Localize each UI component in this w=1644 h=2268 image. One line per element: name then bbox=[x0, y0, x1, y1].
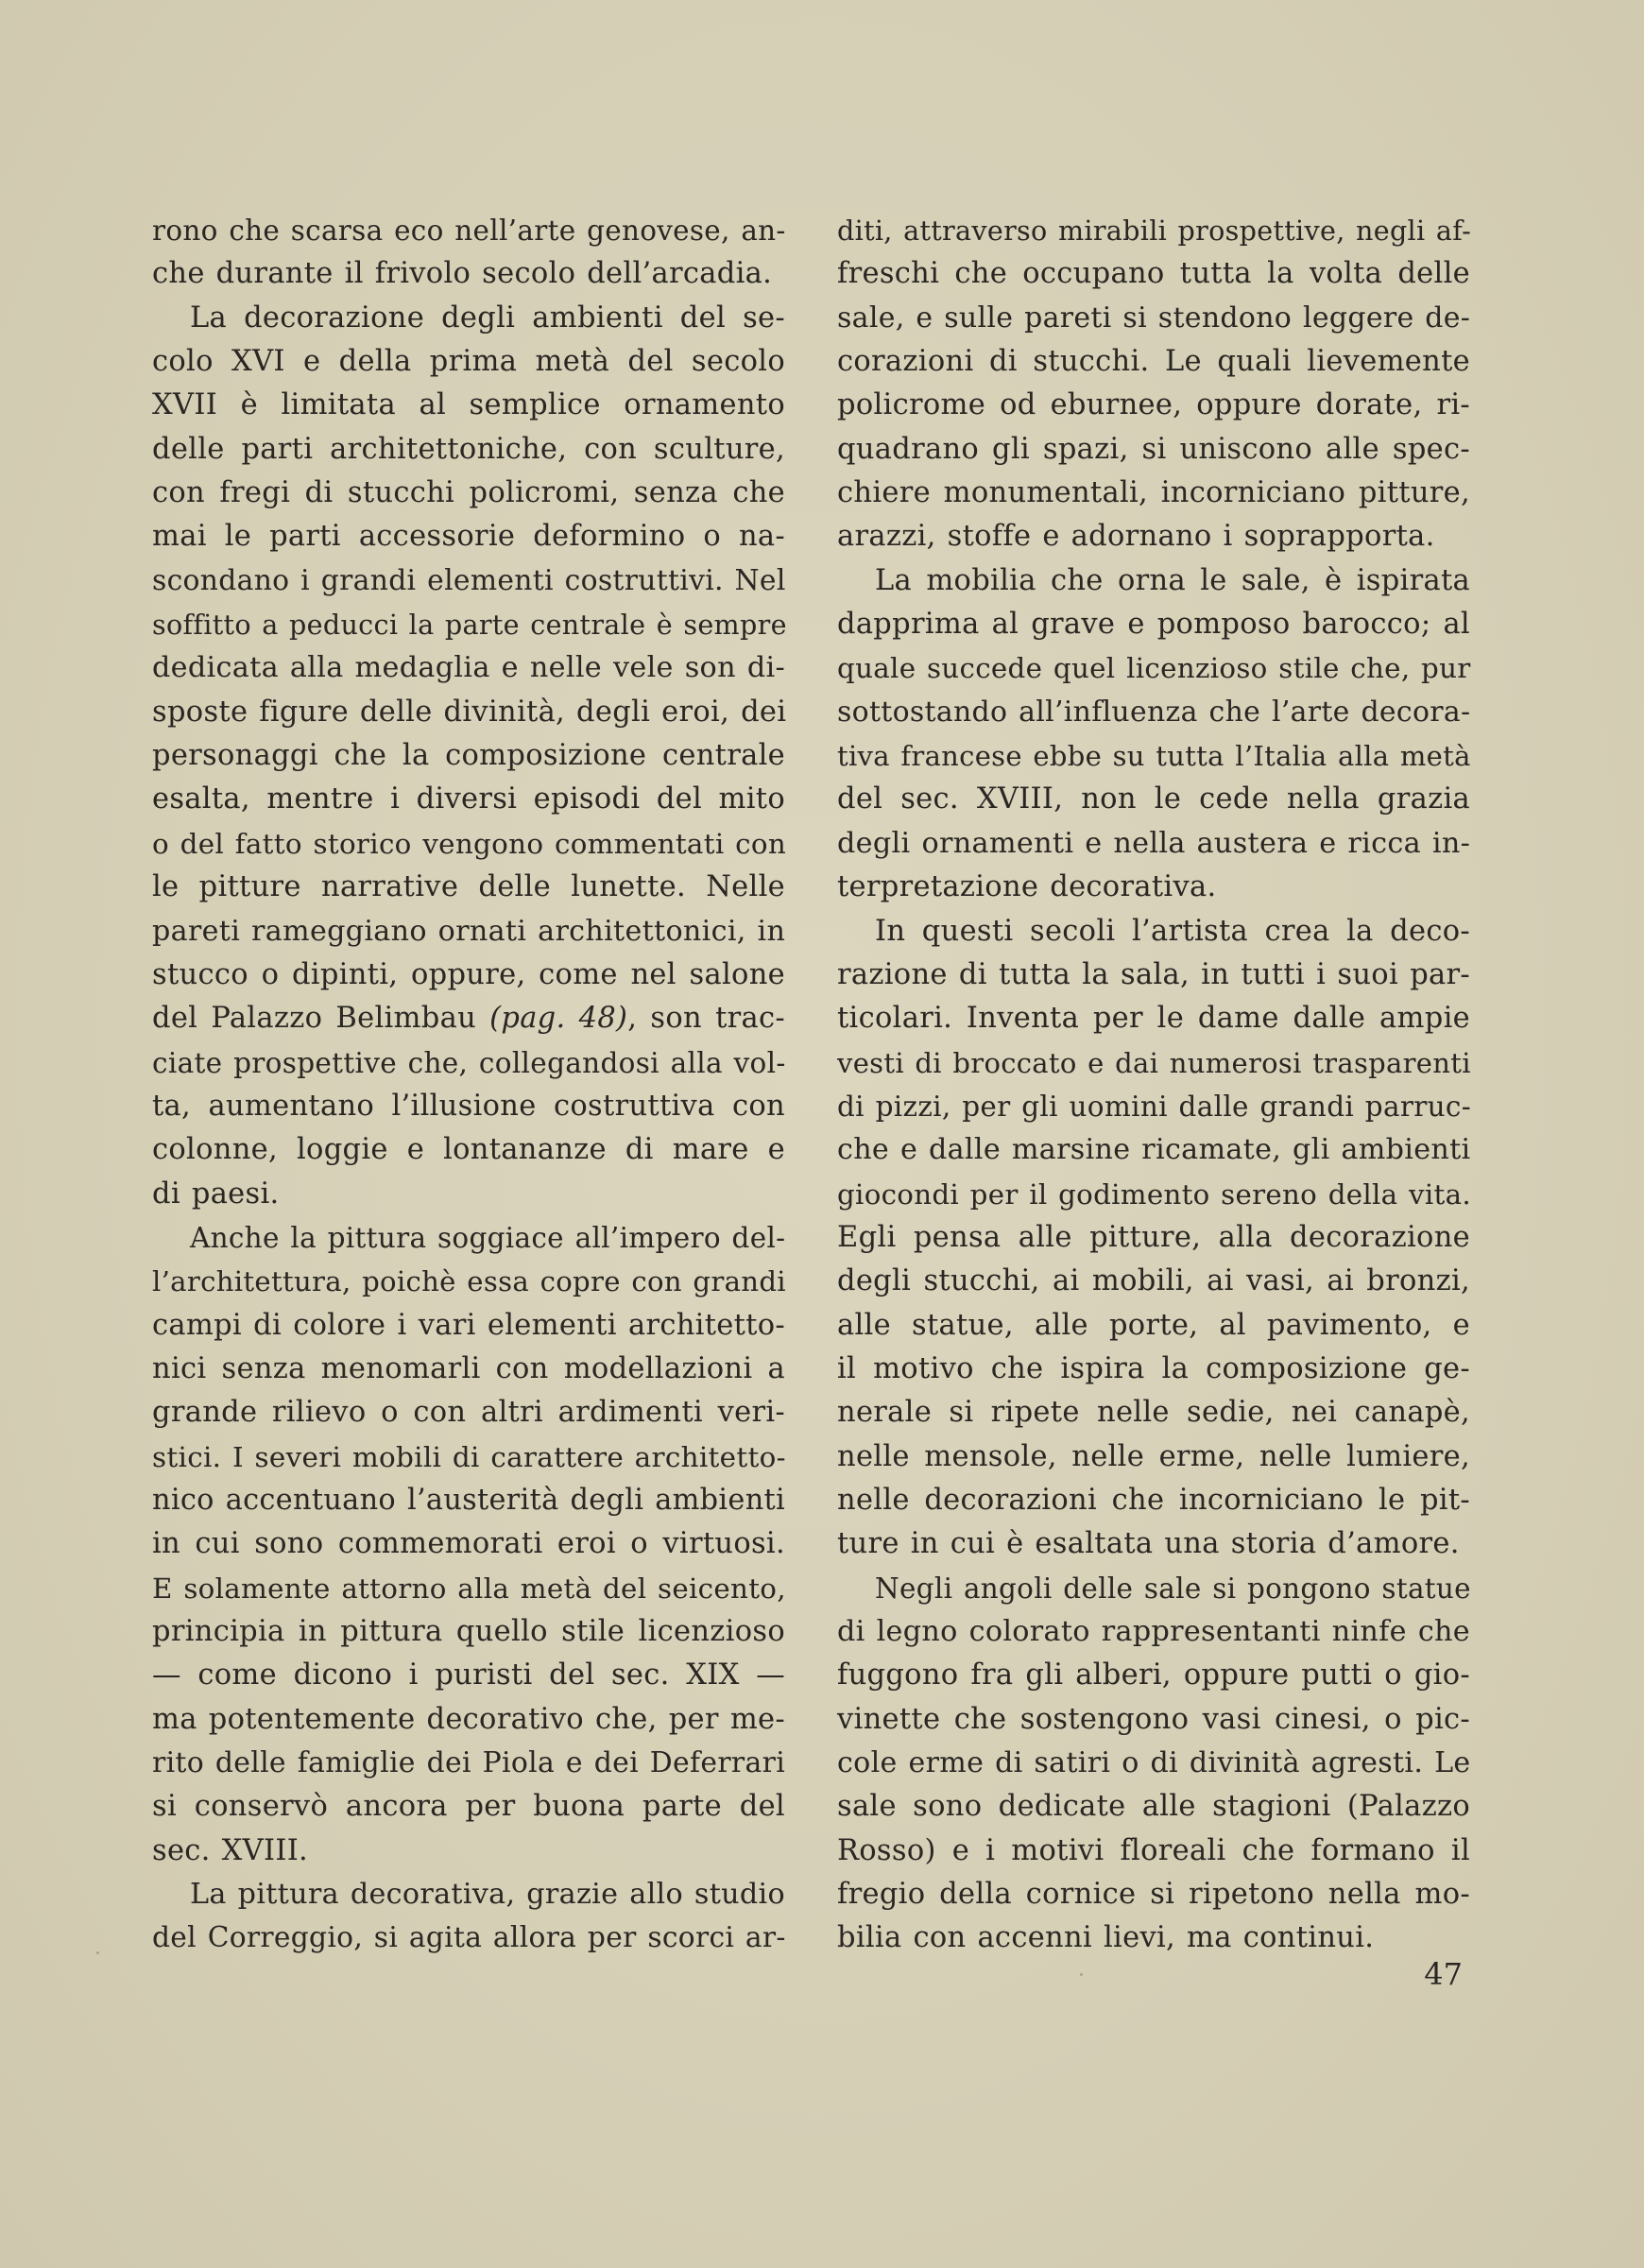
text-line: rono che scarsa eco nell’arte genovese, an- bbox=[152, 215, 786, 247]
text-line: grande rilievo o con altri ardimenti veri- bbox=[152, 1396, 785, 1430]
text-line: o del fatto storico vengono commentati con bbox=[152, 827, 787, 860]
text-line: colo XVI e della prima metà del secolo bbox=[152, 345, 785, 379]
text-line: ciate prospettive che, collegandosi alla vol- bbox=[152, 1046, 786, 1079]
text-line: tiva francese ebbe su tutta l’Italia alla metà bbox=[837, 740, 1471, 773]
text-line: sottostando all’influenza che l’arte decora- bbox=[837, 695, 1471, 729]
text-line: soffitto a peducci la parte centrale è sempre bbox=[152, 609, 787, 642]
text-line: del Correggio, si agita allora per scorci ar- bbox=[152, 1921, 786, 1955]
text-line: di legno colorato rappresentanti ninfe che bbox=[837, 1615, 1470, 1648]
text-line: sale, e sulle pareti si stendono leggere de- bbox=[837, 301, 1471, 335]
text-line: E solamente attorno alla metà del seicento, bbox=[152, 1572, 786, 1605]
text-line: bilia con accenni lievi, ma continui. bbox=[837, 1921, 1375, 1955]
page-number: 47 bbox=[1424, 1956, 1463, 1992]
right-text-column bbox=[837, 209, 1470, 1961]
text-line: che durante il frivolo secolo dell’arcadia. bbox=[152, 257, 773, 291]
text-line: dapprima al grave e pomposo barocco; al bbox=[837, 608, 1470, 642]
text-line: In questi secoli l’artista crea la deco- bbox=[875, 914, 1470, 948]
text-line: nelle mensole, nelle erme, nelle lumiere, bbox=[837, 1439, 1470, 1473]
page-reference: (pag. 48) bbox=[489, 1002, 628, 1036]
text-line: ta, aumentano l’illusione costruttiva con bbox=[152, 1089, 785, 1123]
text-line: degli stucchi, ai mobili, ai vasi, ai bronzi, bbox=[837, 1264, 1470, 1298]
text-line: sale sono dedicate alle stagioni (Palazzo bbox=[837, 1790, 1470, 1824]
text-line: giocondi per il godimento sereno della vita. bbox=[837, 1177, 1471, 1211]
text-line: che e dalle marsine ricamate, gli ambienti bbox=[837, 1133, 1471, 1167]
text-line: scondano i grandi elementi costruttivi. Nel bbox=[152, 563, 786, 597]
text-line: si conservò ancora per buona parte del bbox=[152, 1790, 785, 1824]
text-line: vinette che sostengono vasi cinesi, o pic- bbox=[837, 1702, 1470, 1736]
text-line: personaggi che la composizione centrale bbox=[152, 739, 785, 773]
text-line: Egli pensa alle pitture, alla decorazione bbox=[837, 1220, 1470, 1254]
text-line: in cui sono commemorati eroi o virtuosi. bbox=[152, 1527, 785, 1561]
text-line: con fregi di stucchi policromi, senza che bbox=[152, 476, 785, 510]
text-line: La mobilia che orna le sale, è ispirata bbox=[875, 563, 1470, 597]
text-line: ma potentemente decorativo che, per me- bbox=[152, 1702, 785, 1736]
text-line: nico accentuano l’austerità degli ambienti bbox=[152, 1483, 786, 1517]
text-line: freschi che occupano tutta la volta delle bbox=[837, 257, 1470, 291]
left-text-column bbox=[152, 209, 785, 1961]
text-line: stucco o dipinti, oppure, come nel salone bbox=[152, 957, 785, 991]
text-line: XVII è limitata al semplice ornamento bbox=[152, 388, 785, 422]
text-line: le pitture narrative delle lunette. Nelle bbox=[152, 870, 785, 904]
text-line: policrome od eburnee, oppure dorate, ri- bbox=[837, 388, 1470, 422]
text-line: corazioni di stucchi. Le quali lievemente bbox=[837, 345, 1470, 379]
text-line: alle statue, alle porte, al pavimento, e bbox=[837, 1308, 1470, 1342]
text-line: sec. XVIII. bbox=[152, 1833, 309, 1867]
text-line: del Palazzo Belimbau (pag. 48), son trac- bbox=[152, 1002, 785, 1036]
text-line: La pittura decorativa, grazie allo studio bbox=[190, 1878, 785, 1912]
text-line: fuggono fra gli alberi, oppure putti o gio- bbox=[837, 1658, 1470, 1692]
text-line: quadrano gli spazi, si uniscono alle spec- bbox=[837, 432, 1470, 466]
text-line: Negli angoli delle sale si pongono statue bbox=[875, 1572, 1471, 1605]
text-line: delle parti architettoniche, con sculture, bbox=[152, 432, 785, 466]
text-line: vesti di broccato e dai numerosi trasparenti bbox=[837, 1046, 1471, 1079]
text-line: quale succede quel licenzioso stile che, pur bbox=[837, 652, 1471, 685]
text-line: terpretazione decorativa. bbox=[837, 870, 1217, 904]
text-line: ticolari. Inventa per le dame dalle ampie bbox=[837, 1002, 1470, 1036]
text-line: diti, attraverso mirabili prospettive, negli af- bbox=[837, 215, 1472, 247]
paper-speck bbox=[96, 1951, 99, 1954]
text-line: di paesi. bbox=[152, 1177, 280, 1211]
text-line: cole erme di satiri o di divinità agresti. Le bbox=[837, 1746, 1471, 1780]
text-line: ture in cui è esaltata una storia d’amore. bbox=[837, 1527, 1460, 1561]
text-line: nerale si ripete nelle sedie, nei canapè, bbox=[837, 1396, 1470, 1430]
text-line: fregio della cornice si ripetono nella mo- bbox=[837, 1878, 1470, 1912]
text-line: razione di tutta la sala, in tutti i suoi par- bbox=[837, 957, 1470, 991]
text-line: nelle decorazioni che incorniciano le pit- bbox=[837, 1483, 1470, 1517]
text-line: sposte figure delle divinità, degli eroi, dei bbox=[152, 695, 787, 729]
text-line: dedicata alla medaglia e nelle vele son di- bbox=[152, 651, 785, 685]
text-line: principia in pittura quello stile licenzioso bbox=[152, 1615, 785, 1648]
text-line: campi di colore i vari elementi architetto- bbox=[152, 1308, 785, 1342]
text-line: di pizzi, per gli uomini dalle grandi parruc- bbox=[837, 1090, 1471, 1123]
text-line: nici senza menomarli con modellazioni a bbox=[152, 1351, 785, 1385]
text-line: esalta, mentre i diversi episodi del mito bbox=[152, 782, 785, 816]
text-line: arazzi, stoffe e adornano i soprapporta. bbox=[837, 520, 1435, 554]
text-line: — come dicono i puristi del sec. XIX — bbox=[152, 1658, 785, 1692]
text-line: mai le parti accessorie deformino o na- bbox=[152, 520, 785, 554]
text-line: rito delle famiglie dei Piola e dei Deferrari bbox=[152, 1746, 786, 1780]
text-line: colonne, loggie e lontananze di mare e bbox=[152, 1133, 785, 1167]
paper-speck bbox=[1080, 1973, 1083, 1976]
text-line: Anche la pittura soggiace all’impero del- bbox=[190, 1221, 786, 1254]
text-line: del sec. XVIII, non le cede nella grazia bbox=[837, 782, 1470, 816]
text-line: La decorazione degli ambienti del se- bbox=[190, 301, 785, 335]
text-line: chiere monumentali, incorniciano pitture, bbox=[837, 476, 1470, 510]
text-line: l’architettura, poichè essa copre con grandi bbox=[152, 1265, 786, 1298]
text-line: Rosso) e i motivi floreali che formano il bbox=[837, 1833, 1470, 1867]
text-line: pareti rameggiano ornati architettonici, in bbox=[152, 914, 786, 948]
text-line: il motivo che ispira la composizione ge- bbox=[837, 1351, 1470, 1385]
text-line: stici. I severi mobili di carattere architetto- bbox=[152, 1440, 786, 1473]
text-line: degli ornamenti e nella austera e ricca in- bbox=[837, 826, 1471, 860]
